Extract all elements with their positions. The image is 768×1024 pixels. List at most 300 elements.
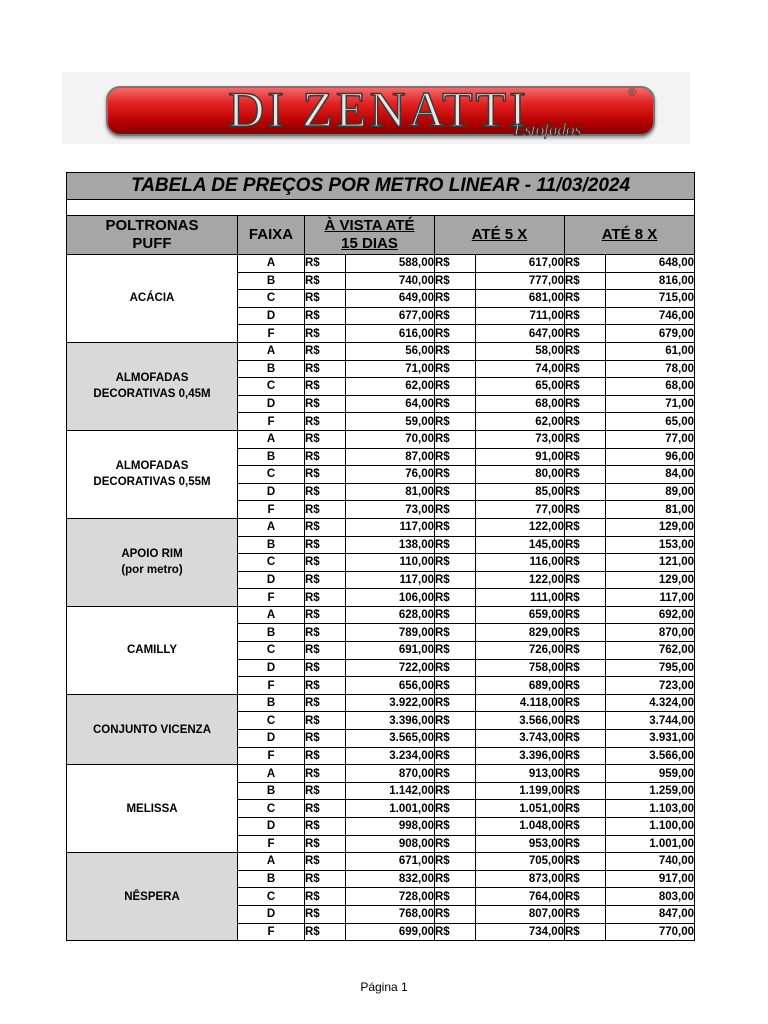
currency-cell: R$	[565, 518, 606, 536]
ate8-price-cell: 770,00	[606, 923, 695, 941]
ate8-price-cell: 816,00	[606, 272, 695, 290]
avista-price-cell: 908,00	[346, 835, 435, 853]
currency-cell: R$	[435, 554, 476, 572]
currency-cell: R$	[435, 923, 476, 941]
ate8-price-cell: 129,00	[606, 518, 695, 536]
faixa-cell: F	[238, 589, 305, 607]
currency-cell: R$	[565, 483, 606, 501]
faixa-cell: C	[238, 554, 305, 572]
currency-cell: R$	[565, 554, 606, 572]
avista-price-cell: 3.234,00	[346, 747, 435, 765]
ate8-price-cell: 1.001,00	[606, 835, 695, 853]
faixa-cell: D	[238, 905, 305, 923]
currency-cell: R$	[565, 642, 606, 660]
price-row	[67, 694, 695, 712]
ate5-price-cell: 73,00	[476, 430, 565, 448]
ate5-price-cell: 873,00	[476, 870, 565, 888]
ate8-price-cell: 795,00	[606, 659, 695, 677]
currency-cell: R$	[305, 255, 346, 273]
ate5-price-cell: 85,00	[476, 483, 565, 501]
faixa-cell: F	[238, 677, 305, 695]
spacer-row	[67, 200, 695, 216]
ate5-price-cell: 111,00	[476, 589, 565, 607]
ate5-price-cell: 65,00	[476, 378, 565, 396]
currency-cell: R$	[565, 413, 606, 431]
faixa-cell: B	[238, 272, 305, 290]
currency-cell: R$	[435, 290, 476, 308]
currency-cell: R$	[435, 747, 476, 765]
ate8-price-cell: 129,00	[606, 571, 695, 589]
ate8-price-cell: 78,00	[606, 360, 695, 378]
currency-cell: R$	[435, 677, 476, 695]
ate5-price-cell: 122,00	[476, 571, 565, 589]
currency-cell: R$	[305, 642, 346, 660]
ate5-price-cell: 3.743,00	[476, 730, 565, 748]
avista-price-cell: 728,00	[346, 888, 435, 906]
faixa-cell: D	[238, 483, 305, 501]
header-avista-line2: 15 DIAS	[341, 235, 398, 252]
ate5-price-cell: 705,00	[476, 853, 565, 871]
avista-price-cell: 722,00	[346, 659, 435, 677]
currency-cell: R$	[565, 730, 606, 748]
currency-cell: R$	[565, 378, 606, 396]
product-name-line2: DECORATIVAS 0,45M	[93, 388, 211, 401]
currency-cell: R$	[435, 659, 476, 677]
ate8-price-cell: 65,00	[606, 413, 695, 431]
currency-cell: R$	[565, 782, 606, 800]
faixa-cell: A	[238, 518, 305, 536]
ate8-price-cell: 68,00	[606, 378, 695, 396]
page-footer: Página 1	[360, 980, 408, 994]
faixa-cell: D	[238, 395, 305, 413]
ate5-price-cell: 777,00	[476, 272, 565, 290]
faixa-cell: A	[238, 342, 305, 360]
faixa-cell: B	[238, 694, 305, 712]
avista-price-cell: 138,00	[346, 536, 435, 554]
product-name-line1: APOIO RIM	[121, 548, 183, 561]
currency-cell: R$	[565, 800, 606, 818]
currency-cell: R$	[565, 870, 606, 888]
faixa-cell: D	[238, 659, 305, 677]
currency-cell: R$	[565, 694, 606, 712]
header-avista	[305, 216, 435, 255]
ate5-price-cell: 68,00	[476, 395, 565, 413]
table-title: TABELA DE PREÇOS POR METRO LINEAR - 11/03/2024	[67, 173, 695, 200]
ate5-price-cell: 58,00	[476, 342, 565, 360]
currency-cell: R$	[565, 853, 606, 871]
currency-cell: R$	[565, 448, 606, 466]
ate5-price-cell: 3.396,00	[476, 747, 565, 765]
ate8-price-cell: 692,00	[606, 606, 695, 624]
ate5-price-cell: 953,00	[476, 835, 565, 853]
currency-cell: R$	[435, 272, 476, 290]
ate5-price-cell: 807,00	[476, 905, 565, 923]
faixa-cell: A	[238, 853, 305, 871]
avista-price-cell: 64,00	[346, 395, 435, 413]
ate8-price-cell: 84,00	[606, 466, 695, 484]
ate5-price-cell: 829,00	[476, 624, 565, 642]
ate5-price-cell: 4.118,00	[476, 694, 565, 712]
currency-cell: R$	[305, 395, 346, 413]
header-product-line1: POLTRONAS	[105, 217, 199, 234]
currency-cell: R$	[435, 466, 476, 484]
product-name-cell	[67, 694, 238, 764]
ate8-price-cell: 870,00	[606, 624, 695, 642]
currency-cell: R$	[435, 342, 476, 360]
currency-cell: R$	[435, 501, 476, 519]
avista-price-cell: 677,00	[346, 307, 435, 325]
avista-price-cell: 671,00	[346, 853, 435, 871]
header-ate5-label: ATÉ 5 X	[471, 226, 528, 243]
ate5-price-cell: 764,00	[476, 888, 565, 906]
faixa-cell: F	[238, 835, 305, 853]
faixa-cell: F	[238, 501, 305, 519]
currency-cell: R$	[565, 835, 606, 853]
currency-cell: R$	[435, 483, 476, 501]
price-row	[67, 255, 695, 273]
faixa-cell: A	[238, 606, 305, 624]
header-product	[67, 216, 238, 255]
ate8-price-cell: 3.931,00	[606, 730, 695, 748]
currency-cell: R$	[435, 765, 476, 783]
currency-cell: R$	[435, 255, 476, 273]
currency-cell: R$	[435, 835, 476, 853]
product-name-cell	[67, 342, 238, 430]
currency-cell: R$	[305, 466, 346, 484]
ate5-price-cell: 62,00	[476, 413, 565, 431]
currency-cell: R$	[565, 606, 606, 624]
currency-cell: R$	[435, 536, 476, 554]
ate8-price-cell: 762,00	[606, 642, 695, 660]
avista-price-cell: 616,00	[346, 325, 435, 343]
faixa-cell: B	[238, 536, 305, 554]
currency-cell: R$	[435, 712, 476, 730]
currency-cell: R$	[435, 589, 476, 607]
currency-cell: R$	[565, 818, 606, 836]
ate5-price-cell: 758,00	[476, 659, 565, 677]
faixa-cell: A	[238, 430, 305, 448]
faixa-cell: F	[238, 923, 305, 941]
ate8-price-cell: 1.103,00	[606, 800, 695, 818]
currency-cell: R$	[435, 782, 476, 800]
ate8-price-cell: 61,00	[606, 342, 695, 360]
currency-cell: R$	[305, 325, 346, 343]
avista-price-cell: 117,00	[346, 518, 435, 536]
logo-text: DI ZENATTI	[228, 81, 529, 137]
faixa-cell: B	[238, 870, 305, 888]
avista-price-cell: 59,00	[346, 413, 435, 431]
avista-price-cell: 87,00	[346, 448, 435, 466]
currency-cell: R$	[435, 818, 476, 836]
ate5-price-cell: 647,00	[476, 325, 565, 343]
avista-price-cell: 81,00	[346, 483, 435, 501]
currency-cell: R$	[305, 501, 346, 519]
logo-subtitle: Estofados	[514, 120, 582, 139]
currency-cell: R$	[435, 325, 476, 343]
product-name-line1: NÊSPERA	[124, 890, 180, 903]
avista-price-cell: 110,00	[346, 554, 435, 572]
currency-cell: R$	[565, 466, 606, 484]
product-name-line1: ALMOFADAS	[115, 460, 189, 473]
avista-price-cell: 628,00	[346, 606, 435, 624]
currency-cell: R$	[305, 589, 346, 607]
currency-cell: R$	[435, 694, 476, 712]
currency-cell: R$	[305, 677, 346, 695]
currency-cell: R$	[565, 624, 606, 642]
currency-cell: R$	[305, 800, 346, 818]
currency-cell: R$	[305, 747, 346, 765]
faixa-cell: A	[238, 765, 305, 783]
avista-price-cell: 789,00	[346, 624, 435, 642]
ate8-price-cell: 847,00	[606, 905, 695, 923]
ate8-price-cell: 803,00	[606, 888, 695, 906]
currency-cell: R$	[305, 765, 346, 783]
currency-cell: R$	[435, 413, 476, 431]
avista-price-cell: 3.396,00	[346, 712, 435, 730]
product-name-line2: DECORATIVAS 0,55M	[93, 476, 211, 489]
avista-price-cell: 73,00	[346, 501, 435, 519]
ate8-price-cell: 153,00	[606, 536, 695, 554]
currency-cell: R$	[435, 378, 476, 396]
faixa-cell: F	[238, 325, 305, 343]
avista-price-cell: 117,00	[346, 571, 435, 589]
ate8-price-cell: 3.566,00	[606, 747, 695, 765]
ate8-price-cell: 648,00	[606, 255, 695, 273]
avista-price-cell: 832,00	[346, 870, 435, 888]
avista-price-cell: 106,00	[346, 589, 435, 607]
ate8-price-cell: 1.259,00	[606, 782, 695, 800]
ate5-price-cell: 74,00	[476, 360, 565, 378]
product-name-cell	[67, 430, 238, 518]
currency-cell: R$	[305, 923, 346, 941]
faixa-cell: B	[238, 782, 305, 800]
currency-cell: R$	[305, 818, 346, 836]
header-ate5	[435, 216, 565, 255]
currency-cell: R$	[305, 782, 346, 800]
currency-cell: R$	[565, 888, 606, 906]
price-row	[67, 430, 695, 448]
faixa-cell: D	[238, 307, 305, 325]
ate5-price-cell: 77,00	[476, 501, 565, 519]
currency-cell: R$	[435, 642, 476, 660]
product-name-cell	[67, 255, 238, 343]
ate8-price-cell: 81,00	[606, 501, 695, 519]
faixa-cell: C	[238, 290, 305, 308]
faixa-cell: D	[238, 818, 305, 836]
ate8-price-cell: 77,00	[606, 430, 695, 448]
currency-cell: R$	[565, 395, 606, 413]
currency-cell: R$	[565, 659, 606, 677]
price-table	[66, 172, 695, 941]
price-row	[67, 518, 695, 536]
currency-cell: R$	[305, 448, 346, 466]
ate5-price-cell: 689,00	[476, 677, 565, 695]
currency-cell: R$	[435, 606, 476, 624]
registered-mark: ®	[628, 87, 637, 99]
product-name-line1: MELISSA	[126, 802, 178, 815]
currency-cell: R$	[305, 870, 346, 888]
avista-price-cell: 71,00	[346, 360, 435, 378]
avista-price-cell: 3.565,00	[346, 730, 435, 748]
currency-cell: R$	[565, 325, 606, 343]
currency-cell: R$	[435, 307, 476, 325]
currency-cell: R$	[305, 360, 346, 378]
ate5-price-cell: 913,00	[476, 765, 565, 783]
ate5-price-cell: 711,00	[476, 307, 565, 325]
currency-cell: R$	[565, 272, 606, 290]
product-name-cell	[67, 765, 238, 853]
ate8-price-cell: 89,00	[606, 483, 695, 501]
currency-cell: R$	[565, 571, 606, 589]
ate5-price-cell: 726,00	[476, 642, 565, 660]
ate5-price-cell: 1.199,00	[476, 782, 565, 800]
product-name-line2: (por metro)	[121, 564, 183, 577]
faixa-cell: D	[238, 730, 305, 748]
currency-cell: R$	[435, 624, 476, 642]
currency-cell: R$	[305, 853, 346, 871]
currency-cell: R$	[305, 290, 346, 308]
price-row	[67, 765, 695, 783]
currency-cell: R$	[565, 747, 606, 765]
currency-cell: R$	[305, 554, 346, 572]
currency-cell: R$	[305, 712, 346, 730]
currency-cell: R$	[305, 905, 346, 923]
ate5-price-cell: 1.048,00	[476, 818, 565, 836]
currency-cell: R$	[305, 342, 346, 360]
avista-price-cell: 1.001,00	[346, 800, 435, 818]
avista-price-cell: 62,00	[346, 378, 435, 396]
ate8-price-cell: 959,00	[606, 765, 695, 783]
ate5-price-cell: 659,00	[476, 606, 565, 624]
ate5-price-cell: 91,00	[476, 448, 565, 466]
currency-cell: R$	[565, 536, 606, 554]
currency-cell: R$	[305, 536, 346, 554]
currency-cell: R$	[565, 589, 606, 607]
currency-cell: R$	[305, 571, 346, 589]
ate8-price-cell: 117,00	[606, 589, 695, 607]
avista-price-cell: 70,00	[346, 430, 435, 448]
currency-cell: R$	[565, 765, 606, 783]
currency-cell: R$	[565, 677, 606, 695]
product-name-line1: ACÁCIA	[129, 292, 175, 305]
ate5-price-cell: 145,00	[476, 536, 565, 554]
currency-cell: R$	[435, 571, 476, 589]
header-ate8	[565, 216, 695, 255]
currency-cell: R$	[305, 624, 346, 642]
avista-price-cell: 56,00	[346, 342, 435, 360]
header-faixa: FAIXA	[238, 216, 305, 255]
currency-cell: R$	[305, 518, 346, 536]
ate8-price-cell: 917,00	[606, 870, 695, 888]
avista-price-cell: 656,00	[346, 677, 435, 695]
faixa-cell: C	[238, 378, 305, 396]
faixa-cell: C	[238, 466, 305, 484]
avista-price-cell: 998,00	[346, 818, 435, 836]
avista-price-cell: 699,00	[346, 923, 435, 941]
avista-price-cell: 768,00	[346, 905, 435, 923]
currency-cell: R$	[305, 694, 346, 712]
currency-cell: R$	[565, 307, 606, 325]
faixa-cell: C	[238, 642, 305, 660]
currency-cell: R$	[565, 501, 606, 519]
currency-cell: R$	[565, 360, 606, 378]
price-row	[67, 853, 695, 871]
ate5-price-cell: 80,00	[476, 466, 565, 484]
currency-cell: R$	[565, 255, 606, 273]
faixa-cell: B	[238, 448, 305, 466]
currency-cell: R$	[565, 290, 606, 308]
header-product-line2: PUFF	[132, 235, 172, 252]
currency-cell: R$	[435, 518, 476, 536]
currency-cell: R$	[435, 730, 476, 748]
currency-cell: R$	[435, 888, 476, 906]
product-name-cell	[67, 606, 238, 694]
avista-price-cell: 1.142,00	[346, 782, 435, 800]
avista-price-cell: 740,00	[346, 272, 435, 290]
ate8-price-cell: 3.744,00	[606, 712, 695, 730]
ate8-price-cell: 1.100,00	[606, 818, 695, 836]
ate5-price-cell: 734,00	[476, 923, 565, 941]
ate8-price-cell: 746,00	[606, 307, 695, 325]
ate8-price-cell: 4.324,00	[606, 694, 695, 712]
faixa-cell: C	[238, 888, 305, 906]
faixa-cell: C	[238, 800, 305, 818]
faixa-cell: B	[238, 624, 305, 642]
currency-cell: R$	[305, 430, 346, 448]
currency-cell: R$	[435, 430, 476, 448]
currency-cell: R$	[305, 606, 346, 624]
ate8-price-cell: 723,00	[606, 677, 695, 695]
ate8-price-cell: 679,00	[606, 325, 695, 343]
ate5-price-cell: 681,00	[476, 290, 565, 308]
currency-cell: R$	[435, 905, 476, 923]
product-name-line1: CONJUNTO VICENZA	[93, 723, 211, 736]
currency-cell: R$	[305, 413, 346, 431]
currency-cell: R$	[435, 395, 476, 413]
currency-cell: R$	[305, 888, 346, 906]
product-name-cell	[67, 853, 238, 941]
currency-cell: R$	[305, 835, 346, 853]
ate8-price-cell: 740,00	[606, 853, 695, 871]
price-row	[67, 606, 695, 624]
currency-cell: R$	[565, 712, 606, 730]
faixa-cell: B	[238, 360, 305, 378]
ate5-price-cell: 116,00	[476, 554, 565, 572]
ate8-price-cell: 71,00	[606, 395, 695, 413]
ate5-price-cell: 122,00	[476, 518, 565, 536]
ate8-price-cell: 96,00	[606, 448, 695, 466]
faixa-cell: A	[238, 255, 305, 273]
header-avista-line1: À VISTA ATÉ	[324, 217, 415, 234]
header-ate8-label: ATÉ 8 X	[601, 226, 658, 243]
faixa-cell: D	[238, 571, 305, 589]
currency-cell: R$	[565, 923, 606, 941]
avista-price-cell: 76,00	[346, 466, 435, 484]
currency-cell: R$	[305, 307, 346, 325]
ate5-price-cell: 1.051,00	[476, 800, 565, 818]
faixa-cell: F	[238, 413, 305, 431]
currency-cell: R$	[565, 430, 606, 448]
avista-price-cell: 691,00	[346, 642, 435, 660]
product-name-line1: ALMOFADAS	[115, 372, 189, 385]
faixa-cell: C	[238, 712, 305, 730]
ate8-price-cell: 715,00	[606, 290, 695, 308]
avista-price-cell: 3.922,00	[346, 694, 435, 712]
avista-price-cell: 870,00	[346, 765, 435, 783]
price-row	[67, 342, 695, 360]
brand-logo	[62, 72, 690, 144]
currency-cell: R$	[305, 272, 346, 290]
